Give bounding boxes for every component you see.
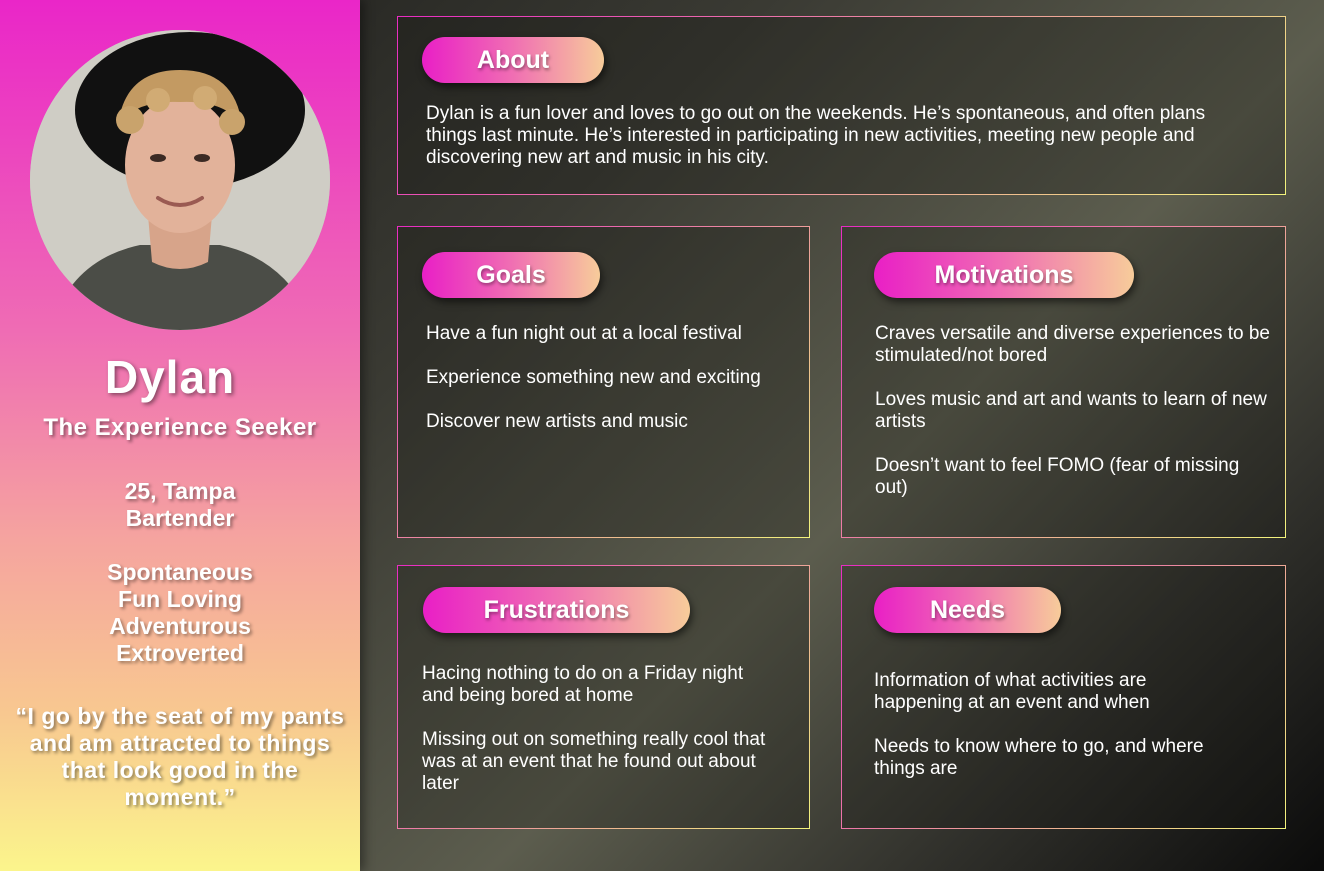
about-heading: About bbox=[422, 37, 604, 83]
list-item: Missing out on something really cool that was at an event that he found out about later bbox=[422, 729, 766, 794]
persona-role: The Experience Seeker bbox=[43, 414, 317, 441]
motivations-heading: Motivations bbox=[874, 252, 1134, 298]
about-card bbox=[397, 16, 1286, 195]
list-item: Experience something new and exciting bbox=[426, 367, 761, 388]
persona-occupation: Bartender bbox=[125, 505, 235, 531]
list-item: Discover new artists and music bbox=[426, 411, 688, 432]
list-item: Craves versatile and diverse experiences to be stimulated/not bored bbox=[875, 323, 1270, 366]
motivations-card bbox=[841, 226, 1286, 538]
goals-heading: Goals bbox=[422, 252, 600, 298]
persona-sidebar bbox=[0, 0, 360, 871]
frustrations-list bbox=[422, 663, 772, 817]
needs-heading: Needs bbox=[874, 587, 1061, 633]
frustrations-card bbox=[397, 565, 810, 829]
persona-demographics bbox=[0, 478, 360, 532]
needs-list bbox=[874, 670, 1214, 802]
persona-name: Dylan bbox=[104, 351, 236, 403]
list-item: Have a fun night out at a local festival bbox=[426, 323, 742, 344]
trait-item: Extroverted bbox=[116, 640, 244, 666]
list-item: Hacing nothing to do on a Friday night and being bored at home bbox=[422, 663, 744, 706]
list-item: Doesn’t want to feel FOMO (fear of missing out) bbox=[875, 455, 1240, 498]
persona-traits bbox=[0, 559, 360, 667]
needs-card bbox=[841, 565, 1286, 829]
list-item: Needs to know where to go, and where things are bbox=[874, 736, 1204, 779]
about-text: Dylan is a fun lover and loves to go out on the weekends. He’s spontaneous, and often plans things last minute. He’s interested in participating in new activities, meeting new people and discovering new art and music in his city. bbox=[426, 103, 1206, 168]
motivations-list bbox=[875, 323, 1270, 521]
list-item: Information of what activities are happening at an event and when bbox=[874, 670, 1150, 713]
goals-card bbox=[397, 226, 810, 538]
persona-photo-illustration bbox=[30, 30, 330, 330]
trait-item: Adventurous bbox=[109, 613, 251, 639]
list-item: Loves music and art and wants to learn of new artists bbox=[875, 389, 1267, 432]
persona-photo bbox=[30, 30, 330, 330]
persona-quote: “I go by the seat of my pants and am attracted to things that look good in the moment.” bbox=[15, 703, 345, 810]
persona-age-location: 25, Tampa bbox=[124, 478, 236, 504]
goals-list bbox=[426, 323, 796, 455]
frustrations-heading: Frustrations bbox=[423, 587, 690, 633]
trait-item: Fun Loving bbox=[118, 586, 242, 612]
trait-item: Spontaneous bbox=[107, 559, 253, 585]
